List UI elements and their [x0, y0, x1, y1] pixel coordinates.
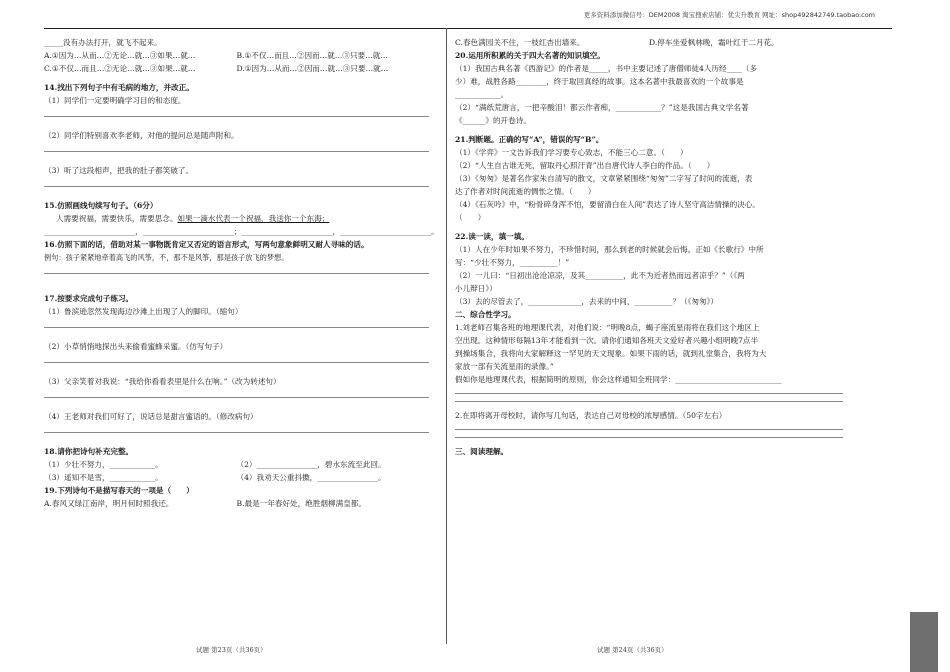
- answer-line[interactable]: [44, 432, 429, 433]
- q18-items: [44, 458, 429, 484]
- q22-line-2: 写：“少壮不努力，__________！”: [455, 258, 570, 267]
- answer-line[interactable]: [44, 327, 429, 328]
- q19-options-left: [44, 497, 429, 510]
- q20-line-1: （1）我国古典名著《西游记》的作者是_____，书中主要记述了唐僧师徒4人历经____（多: [455, 64, 758, 73]
- q19-options-right: [455, 36, 843, 49]
- answer-line[interactable]: [455, 429, 843, 430]
- q15-underlined: 如果一滴水代表一个祝福，我送你一个东海；: [177, 214, 330, 223]
- q20-line-4: （2）“满纸荒唐言，一把辛酸泪！都云作者痴，____________？”这是我国古典文学名著: [455, 103, 749, 112]
- q20-line-3: ____________。: [455, 90, 509, 99]
- q19-option-c: C.春色满园关不住，一枝红杏出墙来。: [455, 38, 585, 47]
- answer-line[interactable]: [44, 397, 429, 398]
- q15-text-a: 人需要祝福，需要快乐，需要思念。: [56, 214, 178, 223]
- q19-title: 19.下列诗句不是描写春天的一项是（ ）: [44, 486, 194, 495]
- answer-line[interactable]: [44, 273, 429, 274]
- q15-text: [44, 212, 429, 225]
- answer-line[interactable]: [455, 393, 843, 394]
- q18-item-4[interactable]: （4）我劝天公重抖擞，________________。: [236, 473, 386, 482]
- q13-option-b: B.①不仅…而且…②因而…就…③只要…就…: [236, 51, 388, 60]
- q15-blanks[interactable]: ________________________，________________________；________________________，________________________。: [44, 227, 439, 236]
- q21-line-6: （ ）: [455, 213, 486, 222]
- q14-item-3: （3）听了这段相声，把我的肚子都笑破了。: [44, 166, 194, 175]
- q13-options: [44, 49, 429, 75]
- q17-item-4: （4）王老师对我们可好了，说话总是甜言蜜语的。（修改病句）: [44, 412, 258, 421]
- q21-title: 21.判断题。正确的写“A”，错误的写“B”。: [455, 135, 604, 144]
- section-3-title: 三、阅读理解。: [455, 447, 509, 456]
- s2q1-line-3: 到操场集合，我将向大家解释这一罕见的天文现象。如果下雨的话，就到礼堂集合，我将为大: [455, 349, 767, 358]
- q22-line-1: （1）人在少年时如果不努力，不珍惜时间，那么到老的时候就会后悔。正如《长歌行》中所: [455, 245, 764, 254]
- q19-option-d: D.停车坐爱枫林晚，霜叶红于二月花。: [649, 38, 779, 47]
- s2q2: 2.在即将离开母校时，请你写几句话，表达自己对母校的浓厚感情。（50字左右）: [455, 411, 727, 420]
- q21-line-3: （3）《匆匆》是著名作家朱自清写的散文，文章紧紧围绕“匆匆”二字写了时间的流逝，表: [455, 174, 753, 183]
- q18-item-3[interactable]: （3）遥知不是雪，____________。: [44, 473, 163, 482]
- q22-line-3: （2）一儿曰：“日初出沧沧凉凉，及其__________，此不为近者热而远者凉乎？”（《两: [455, 271, 745, 280]
- header-note: 更多资料添加微信号：DEM2008 淘宝搜索店铺：优尖升教育 网址：shop492842749.taobao.com: [583, 11, 875, 19]
- q20-title: 20.运用所积累的关于四大名著的知识填空。: [455, 51, 605, 60]
- q16-example: 例句：孩子紧紧地牵着高飞的风筝，不，那不是风筝，那是孩子放飞的梦想。: [44, 253, 289, 262]
- q18-title: 18.请你把诗句补充完整。: [44, 447, 134, 456]
- q16-title: 16.仿照下面的话，借助对某一事物既肯定又否定的语言形式，写两句意象鲜明又耐人寻味的话。: [44, 240, 369, 249]
- answer-line[interactable]: [44, 116, 429, 117]
- q14-item-2: （2）同学们特别喜欢李老师，对他的提问总是随声附和。: [44, 131, 239, 140]
- q18-item-1[interactable]: （1）少壮不努力，____________。: [44, 460, 163, 469]
- q13-option-c: C.①不仅…而且…②无论…就…③如果…就…: [44, 64, 196, 73]
- q14-item-1: （1）同学们一定要明确学习目的和态度。: [44, 96, 186, 105]
- q19-option-a: A.春风又绿江南岸，明月何时照我还。: [44, 499, 174, 508]
- scroll-tab[interactable]: [910, 612, 938, 672]
- q21-line-4: 达了作者对时间流逝的惆怅之情。（ ）: [455, 187, 596, 196]
- answer-line[interactable]: [44, 186, 429, 187]
- column-divider: [446, 28, 447, 644]
- q18-item-2[interactable]: （2）________________，碧水东流至此回。: [236, 460, 386, 469]
- q21-line-5: （4）《石灰吟》中，“粉骨碎身浑不怕，要留清白在人间”表达了诗人坚守高洁情操的决心。: [455, 200, 760, 209]
- q22-line-4: 小儿辩日》）: [455, 284, 497, 293]
- top-rule: [44, 28, 892, 29]
- answer-line[interactable]: [44, 362, 429, 363]
- q21-line-2: （2）“人生自古谁无死，留取丹心照汗青”出自唐代诗人李白的作品。（ ）: [455, 161, 715, 170]
- q20-line-5: 《______》的开卷诗。: [455, 116, 531, 125]
- page-footer-left: 试题 第23页（共36页）: [196, 646, 267, 654]
- q21-line-1: （1）《学弈》一文告诉我们学习要专心致志，不能三心二意。（ ）: [455, 148, 688, 157]
- q22-line-5: （3）去的尽管去了，______________，去来的中间，__________？（《匆匆》）: [455, 297, 719, 306]
- page-footer-right: 试题 第24页（共36页）: [597, 646, 668, 654]
- answer-line[interactable]: [455, 401, 843, 402]
- s2q1-line-5: 假如你是地理课代表，根据简明的原则，你会这样通知全班同学：____________________________: [455, 375, 782, 384]
- left-column: [44, 36, 439, 510]
- q22-title: 22.读一读，填一填。: [455, 232, 529, 241]
- q20-line-2: 少）难，战胜各路________，终于取回真经的故事。这本名著中我最喜欢的一个故事是: [455, 77, 744, 86]
- s2q1-line-4: 家放一部有关流星雨的录像。”: [455, 362, 554, 371]
- section-2-title: 二、综合性学习。: [455, 310, 516, 319]
- answer-line[interactable]: [44, 151, 429, 152]
- q13-option-d: D.①因为…从而…②因而…就…③只要…就…: [236, 64, 389, 73]
- q13-option-a: A.①因为…从而…②无论…就…③如果…就…: [44, 51, 196, 60]
- s2q1-line-1: 1.刘老师召集各班的地理课代表，对他们说：“明晚8点，蝎子座流星雨将在我们这个地区上: [455, 323, 760, 332]
- q17-item-1: （1）鲁滨逊忽然发现海边沙滩上出现了人的脚印。（缩句）: [44, 307, 243, 316]
- s2q1-line-2: 空出现。这种情形每隔13年才能看到一次。请你们通知各班天文爱好者兴趣小组明晚7点半: [455, 336, 759, 345]
- answer-line[interactable]: [455, 437, 843, 438]
- right-column: [455, 36, 843, 458]
- q17-item-2: （2）小草悄悄地探出头来偷看蜜蜂采蜜。（仿写句子）: [44, 342, 228, 351]
- q14-title: 14.找出下列句子中有毛病的地方，并改正。: [44, 83, 194, 92]
- q17-title: 17.按要求完成句子练习。: [44, 294, 134, 303]
- q15-title: 15.仿照画线句续写句子。（6分）: [44, 201, 158, 210]
- q19-option-b: B.最是一年春好处，绝胜烟柳满皇都。: [236, 499, 366, 508]
- q16-title-1: [44, 238, 429, 251]
- q17-item-3: （3）父亲笑着对我说：“我给你看看表里是什么在响。”（改为转述句）: [44, 377, 281, 386]
- q13-tail: _____没有办法打开，就飞不起来。: [44, 38, 162, 47]
